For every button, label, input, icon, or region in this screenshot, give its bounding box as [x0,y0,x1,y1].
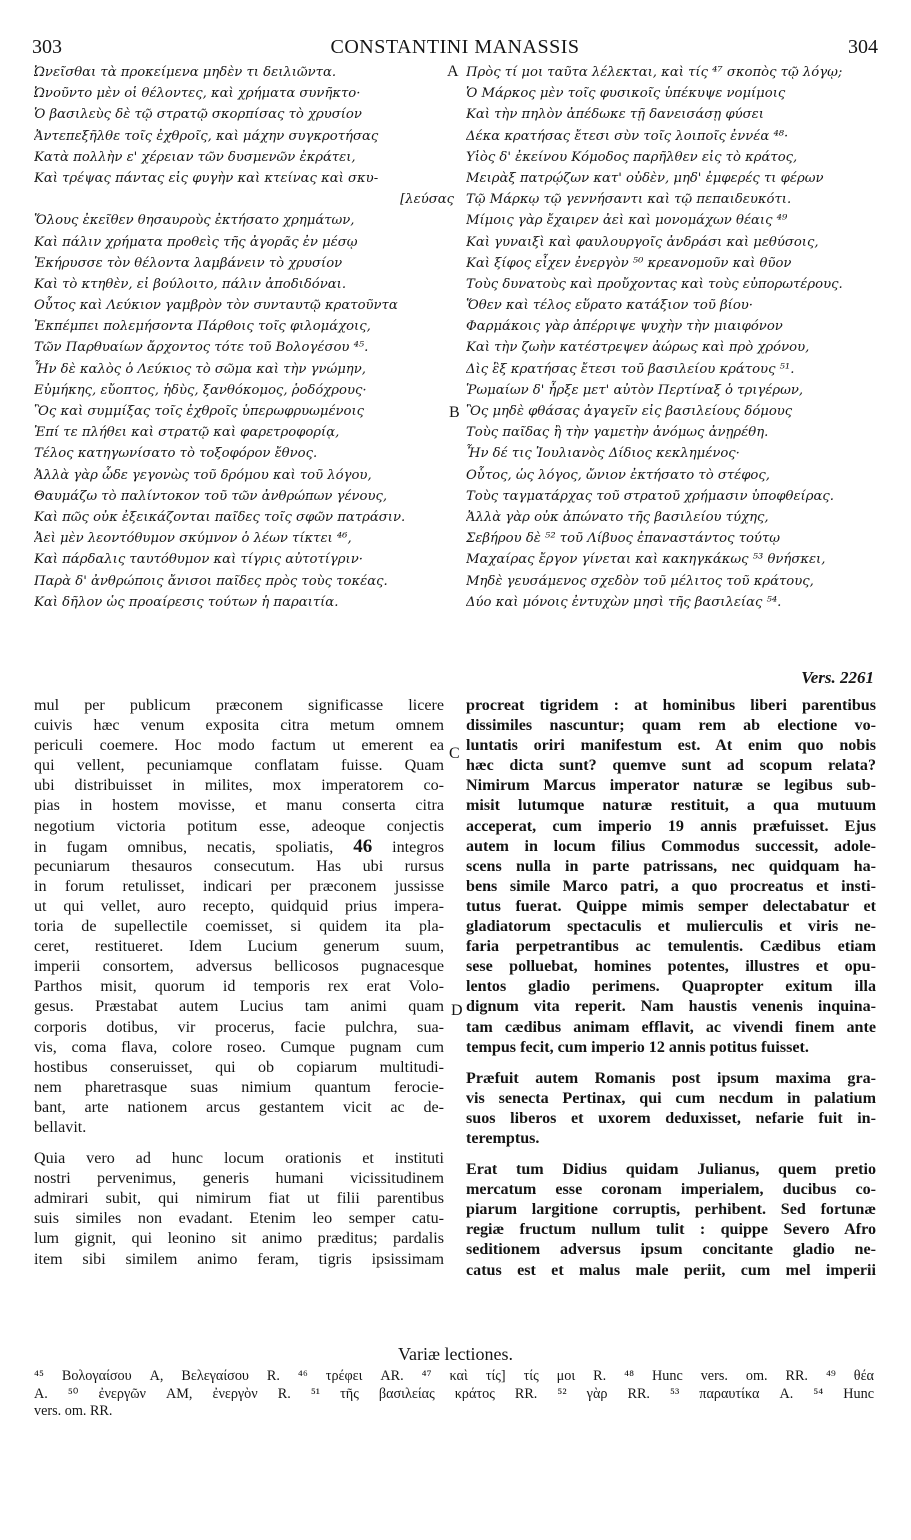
paragraph-gap [34,1138,444,1149]
latin-column-right [466,696,876,1281]
greek-right-line: Ὃς μηδὲ φθάσας ἀγαγεῖν εἰς βασιλείους δόμους [466,404,793,419]
column-number-mark: 46 [353,836,373,857]
latin-left-line: in forum retulisset, indicari per præconem jussisse [34,877,444,895]
latin-right-line: luntatis oriri manifestum est. At enim quo nobis [466,737,876,755]
greek-right-line: Καὶ γυναιξὶ καὶ φαυλουργοῖς ἀνδράσι καὶ μεθύσοις, [466,234,819,250]
greek-right-line: Τῷ Μάρκῳ τῷ γεννήσαντι καὶ τῷ πεπαιδευκότι. [466,192,792,208]
latin-right-line: Erat tum Didius quidam Julianus, quem pretio [466,1161,876,1179]
page-number-left: 303 [32,36,62,58]
latin-right-line: seditionem adversus ipsum concitante gladio ne- [466,1241,876,1259]
latin-left-line [34,837,444,857]
greek-right-line: Δὶς ἓξ κρατήσας ἔτεσι τοῦ βασιλείου κράτους ⁵¹. [466,361,795,377]
greek-left-line: Τῶν Παρθυαίων ἄρχοντος τότε τοῦ Βολογέσου ⁴⁵. [34,340,369,356]
running-title: CONSTANTINI MANASSIS [330,36,580,58]
latin-left-line: lum gignit, qui leonino sit animo præditus; pardalis [34,1230,444,1248]
latin-left-line: pecuniarum thesauros consecutum. Has ubi rursus [34,857,444,875]
greek-right-line: Οὗτος, ὡς λόγος, ὤνιον ἐκτήσατο τὸ στέφος, [466,467,770,483]
latin-left-line: Parthos misit, quorum id temporis rex erat Volo- [34,978,444,996]
latin-right-line: autem in locum filius Commodus successit, adole- [466,837,876,855]
greek-left-line: Ἐκήρυσσε τὸν θέλοντα λαμβάνειν τὸ χρυσίον [34,255,343,271]
greek-right-line: Δύο καὶ μόνοις ἐντυχὼν μησὶ τῆς βασιλείας ⁵⁴. [466,594,782,610]
latin-right-line: piarum largitione corruptis, perhibent. Sed fortunæ [466,1201,876,1219]
greek-left-line: Ὠνοῦντο μὲν οἱ θέλοντες, καὶ χρήματα συνῆκτο· [34,86,361,102]
greek-left-line: Ὃς καὶ συμμίξας τοῖς ἐχθροῖς ὑπερωφρυωμένοις [34,404,365,419]
greek-right-line: Μίμοις γὰρ ἔχαιρεν ἀεὶ καὶ μονομάχων θέαις ⁴⁹ [466,213,788,229]
latin-right-line: scens nulla in parte patrissans, nec quidquam ha- [466,857,876,875]
note-line: ⁴⁵ Βολογαίσου A, Βελεγαίσου R. ⁴⁶ τρέφει AR. ⁴⁷ καὶ τίς] τίς μοι R. ⁴⁸ Hunc vers. om. RR. ⁴⁹ θέα [34,1368,874,1384]
greek-left-line: Εὐμήκης, εὔοπτος, ἡδὺς, ξανθόκομος, ῥοδόχρους· [34,382,367,398]
latin-left-line: item sibi similem animo feram, tigris ipsissimam [34,1250,444,1268]
latin-left-line: ceret, restitueret. Idem Lucium generum suum, [34,938,444,956]
margin-letter-d: D [451,1002,463,1019]
latin-left-line: imperii consortem, adversus bellicosos pugnacesque [34,958,444,976]
margin-letter-c: C [449,745,460,762]
greek-right-line: Τοὺς ταγματάρχας τοῦ στρατοῦ χρήμασιν ὑποφθείρας. [466,488,834,504]
latin-left-line: corporis dotibus, vir procerus, facie pulchra, sua- [34,1018,444,1036]
greek-left-line: Ὠνεῖσθαι τὰ προκείμενα μηδὲν τι δειλιῶντα. [34,65,337,80]
latin-left-line: toria de supellectile coemisset, si quidem ita pla- [34,918,444,936]
latin-left-line: vis, coma flava, colore roseo. Cumque pugnam cum [34,1038,444,1056]
greek-right-line: Τοὺς παῖδας ἢ τὴν γαμετὴν ἀνόμως ἀνῃρέθη. [466,425,769,441]
greek-right-line: Ὁ Μάρκος μὲν τοῖς φυσικοῖς ὑπέκυψε νομίμοις [466,86,786,102]
latin-right-line: teremptus. [466,1129,540,1147]
latin-left-line: cuivis hæc venum exposita citra metum omnem [34,717,444,735]
latin-right-line: mercatum esse coronam imperialem, ducibus co- [466,1181,876,1199]
latin-right-line: faria perpetrantibus ac temulentis. Cædibus etiam [466,938,876,956]
latin-left-line: nem pharetrasque suas nimium quantum ferocie- [34,1078,444,1096]
latin-column-left [34,696,444,1270]
latin-right-line: suos liberos et uxorem deduxisset, nefarie fuit in- [466,1109,876,1127]
latin-left-line: bant, arte nationem arcus gestantem vicit ac de- [34,1098,444,1116]
latin-left-line: mul per publicum præconem significasse licere [34,697,444,714]
latin-right-line: acceperat, cum imperio 19 annis præfuisset. Ejus [466,817,876,835]
variant-readings-notes [34,1368,874,1421]
latin-right-line: bens simile Marco patri, a quo procreatus et insti- [466,877,876,895]
running-header [32,36,878,62]
latin-right-line: gladiatorum spectaculis et mulierculis et viris ne- [466,918,876,936]
latin-right-line: tutus fuerat. Quippe mimis semper delectabatur et [466,897,876,915]
latin-right-line: lentos gladio perimens. Quapropter exitum illa [466,978,876,996]
greek-left-line: Ὅλους ἐκεῖθεν θησαυροὺς ἐκτήσατο χρημάτων, [34,213,355,229]
paragraph-gap [466,1149,876,1160]
latin-left-line: ut qui vellet, auro recepto, quidquid prius impera- [34,897,444,915]
greek-left-line: Καὶ τρέψας πάντας εἰς φυγὴν καὶ κτείνας καὶ σκυ- [34,170,379,186]
latin-left-line: suis similes non evadant. Etenim leo semper catu- [34,1210,444,1228]
latin-left-line: admirari subit, qui nimirum fiat ut filii parentibus [34,1190,444,1208]
latin-right-line: dissimiles nascuntur; quam rem ab electione vo- [466,717,876,735]
greek-verse-column-left [34,62,454,613]
greek-left-line: Καὶ τὸ κτηθὲν, εἰ βούλοιτο, πάλιν ἀποδιδόναι. [34,276,347,292]
paragraph-gap [466,1058,876,1069]
greek-right-line: Δέκα κρατήσας ἔτεσι σὺν τοῖς λοιποῖς ἐννέα ⁴⁸· [466,128,789,144]
verse-number: Vers. 2261 [801,668,874,687]
greek-right-line: Ἦν δέ τις Ἰουλιανὸς Δίδιος κεκλημένος· [466,446,740,462]
greek-right-line: Μηδὲ γευσάμενος σχεδὸν τοῦ μέλιτος τοῦ κράτους, [466,573,814,589]
latin-left-line: hostibus conseruisset, qui ob copiarum multitudi- [34,1058,444,1076]
greek-right-line: Ἀλλὰ γὰρ οὐκ ἀπώνατο τῆς βασιλείου τύχης, [466,509,769,525]
greek-right-line: Τοὺς δυνατοὺς καὶ προὔχοντας καὶ τοὺς εὐπορωτέρους. [466,276,843,292]
greek-right-line: Ῥωμαίων δ' ἦρξε μετ' αὐτὸν Περτίναξ ὁ τριγέρων, [466,382,804,398]
greek-left-line: Ὁ βασιλεὺς δὲ τῷ στρατῷ σκορπίσας τὸ χρυσίον [34,107,362,123]
latin-right-line: hæc dicta sunt? quemve sunt ad scopum relata? [466,757,876,775]
greek-right-line: Μειρὰξ πατρῴζων κατ' οὐδὲν, μηδ' ἐμφερές τι φέρων [466,170,824,186]
greek-left-line: Ἐπί τε πλήθει καὶ στρατῷ καὶ φαρετροφορίᾳ, [34,425,340,441]
greek-left-line: Παρὰ δ' ἀνθρώποις ἄνισοι παῖδες πρὸς τοὺς τοκέας. [34,573,388,589]
greek-left-line: Καὶ πάλιν χρήματα προθεὶς τῆς ἀγορᾶς ἐν μέσῳ [34,234,358,250]
greek-left-line: Καὶ πῶς οὐκ ἐξεικάζονται παῖδες τοῖς σφῶν πατράσιν. [34,509,406,525]
greek-right-line: Φαρμάκοις γὰρ ἀπέρριψε ψυχὴν τὴν μιαιφόνον [466,319,783,335]
latin-left-line: gesus. Præstabat autem Lucius tam animi quam [34,998,444,1016]
latin-left-line: pias in hostem movisse, et manu conserta citra [34,797,444,815]
greek-left-line: Ἦν δὲ καλὸς ὁ Λεύκιος τὸ σῶμα καὶ τὴν γνώμην, [34,361,366,377]
latin-left-line: negotium victoria potitum esse, adeoque conjectis [34,817,444,835]
margin-letter-a: A [447,63,459,80]
latin-right-line: tam cædibus animam efflavit, ac vivendi finem ante [466,1018,876,1036]
latin-right-line: catus est et malus male periit, cum mel imperii [466,1261,876,1279]
latin-right-line: tempus fecit, cum imperio 12 annis potitus fuisset. [466,1038,809,1056]
latin-left-line: Quia vero ad hunc locum orationis et instituti [34,1150,444,1168]
greek-left-line: Θαυμάζω τὸ παλίντοκον τοῦ τῶν ἀνθρώπων γένους, [34,488,388,504]
greek-left-line: Ἀεὶ μὲν λεοντόθυμον σκύμνον ὁ λέων τίκτει ⁴⁶, [34,531,352,547]
greek-left-line: Ἀντεπεξῆλθε τοῖς ἐχθροῖς, καὶ μάχην συγκροτήσας [34,128,379,144]
greek-right-line: Καὶ τὴν ζωὴν κατέστρεψεν ἀώρως καὶ πρὸ χρόνου, [466,340,810,356]
greek-left-line: Οὗτος καὶ Λεύκιον γαμβρὸν τὸν συνταυτῷ κρατοῦντα [34,298,398,314]
greek-left-line: Ἀλλὰ γὰρ ὧδε γεγονὼς τοῦ δρόμου καὶ τοῦ λόγου, [34,467,372,483]
latin-right-line: Præfuit autem Romanis post ipsum maxima gra- [466,1069,876,1087]
latin-left-text: integros [372,838,444,856]
latin-right-line: sese polluebat, homines potentes, illustres et opu- [466,958,876,976]
note-line: vers. om. RR. [34,1403,113,1419]
greek-left-line: Τέλος κατηγωνίσατο τὸ τοξοφόρον ἔθνος. [34,446,318,462]
page-number-right: 304 [848,36,878,58]
latin-right-line: dignum vita reperit. Nam haustis venenis inquina- [466,998,876,1016]
greek-left-line: Ἐκπέμπει πολεμήσοντα Πάρθοις τοῖς φιλομάχοις, [34,319,371,335]
greek-right-line: Καὶ τὴν πηλὸν ἀπέδωκε τῇ δανεισάσῃ φύσει [466,107,764,123]
greek-right-line: Καὶ ξίφος εἶχεν ἐνεργὸν ⁵⁰ κρεανομοῦν καὶ θῦον [466,255,792,271]
margin-letter-b: B [449,404,460,421]
greek-right-line: Πρὸς τί μοι ταῦτα λέλεκται, καὶ τίς ⁴⁷ σκοπὸς τῷ λόγῳ; [466,65,843,80]
greek-right-line: Μαχαίρας ἔργον γίνεται καὶ κακηγκάκως ⁵³ θνήσκει, [466,552,826,568]
greek-right-line: Ὅθεν καὶ τέλος εὕρατο κατάξιον τοῦ βίου· [466,298,754,314]
greek-left-line: Κατὰ πολλὴν ε' χέρειαν τῶν δυσμενῶν ἐκράτει, [34,149,356,165]
latin-right-line: Nimirum Marcus imperator naturæ se legibus sub- [466,777,876,795]
latin-left-line: bellavit. [34,1118,87,1136]
latin-left-line: ubi distribuisset in milites, mox imperatorem co- [34,777,444,795]
latin-right-line: misit lutumque naturæ restituit, a qua mutuum [466,797,876,815]
latin-right-line: regiæ fructum nullum tulit : quippe Severo Afro [466,1221,876,1239]
latin-left-line: nostri pervenimus, generis humani vicissitudinem [34,1170,444,1188]
latin-left-line: qui vellent, pecuniamque conflatam fuisse. Quam [34,757,444,775]
note-line: A. ⁵⁰ ἐνεργῶν AM, ἐνεργὸν R. ⁵¹ τῆς βασιλείας κράτος RR. ⁵² γὰρ RR. ⁵³ παραυτίκα A. ⁵⁴ Hunc [34,1385,874,1402]
greek-left-line: Καὶ πάρδαλις ταυτόθυμον καὶ τίγρις αὐτοτίγριν· [34,552,363,568]
greek-right-line: Υἱὸς δ' ἐκείνου Κόμοδος παρῆλθεν εἰς τὸ κράτος, [466,149,798,165]
variae-lectiones-title: Variæ lectiones. [398,1344,513,1364]
greek-verse-column-right [466,62,874,613]
latin-right-line: procreat tigridem : at hominibus liberi parentibus [466,697,876,714]
greek-left-line: [λεύσας [400,192,454,208]
latin-left-line: periculi coemere. Hoc modo factum ut emerent ea [34,737,444,755]
greek-left-line: Καὶ δῆλον ὡς προαίρεσις τούτων ἡ παραιτία. [34,594,339,610]
latin-left-text: in fugam omnibus, necatis, spoliatis, [34,838,354,856]
greek-right-line: Σεβήρου δὲ ⁵² τοῦ Λίβυος ἐπαναστάντος τούτῳ [466,531,781,547]
latin-right-line: vis senecta Pertinax, qui cum necdum in palatium [466,1089,876,1107]
